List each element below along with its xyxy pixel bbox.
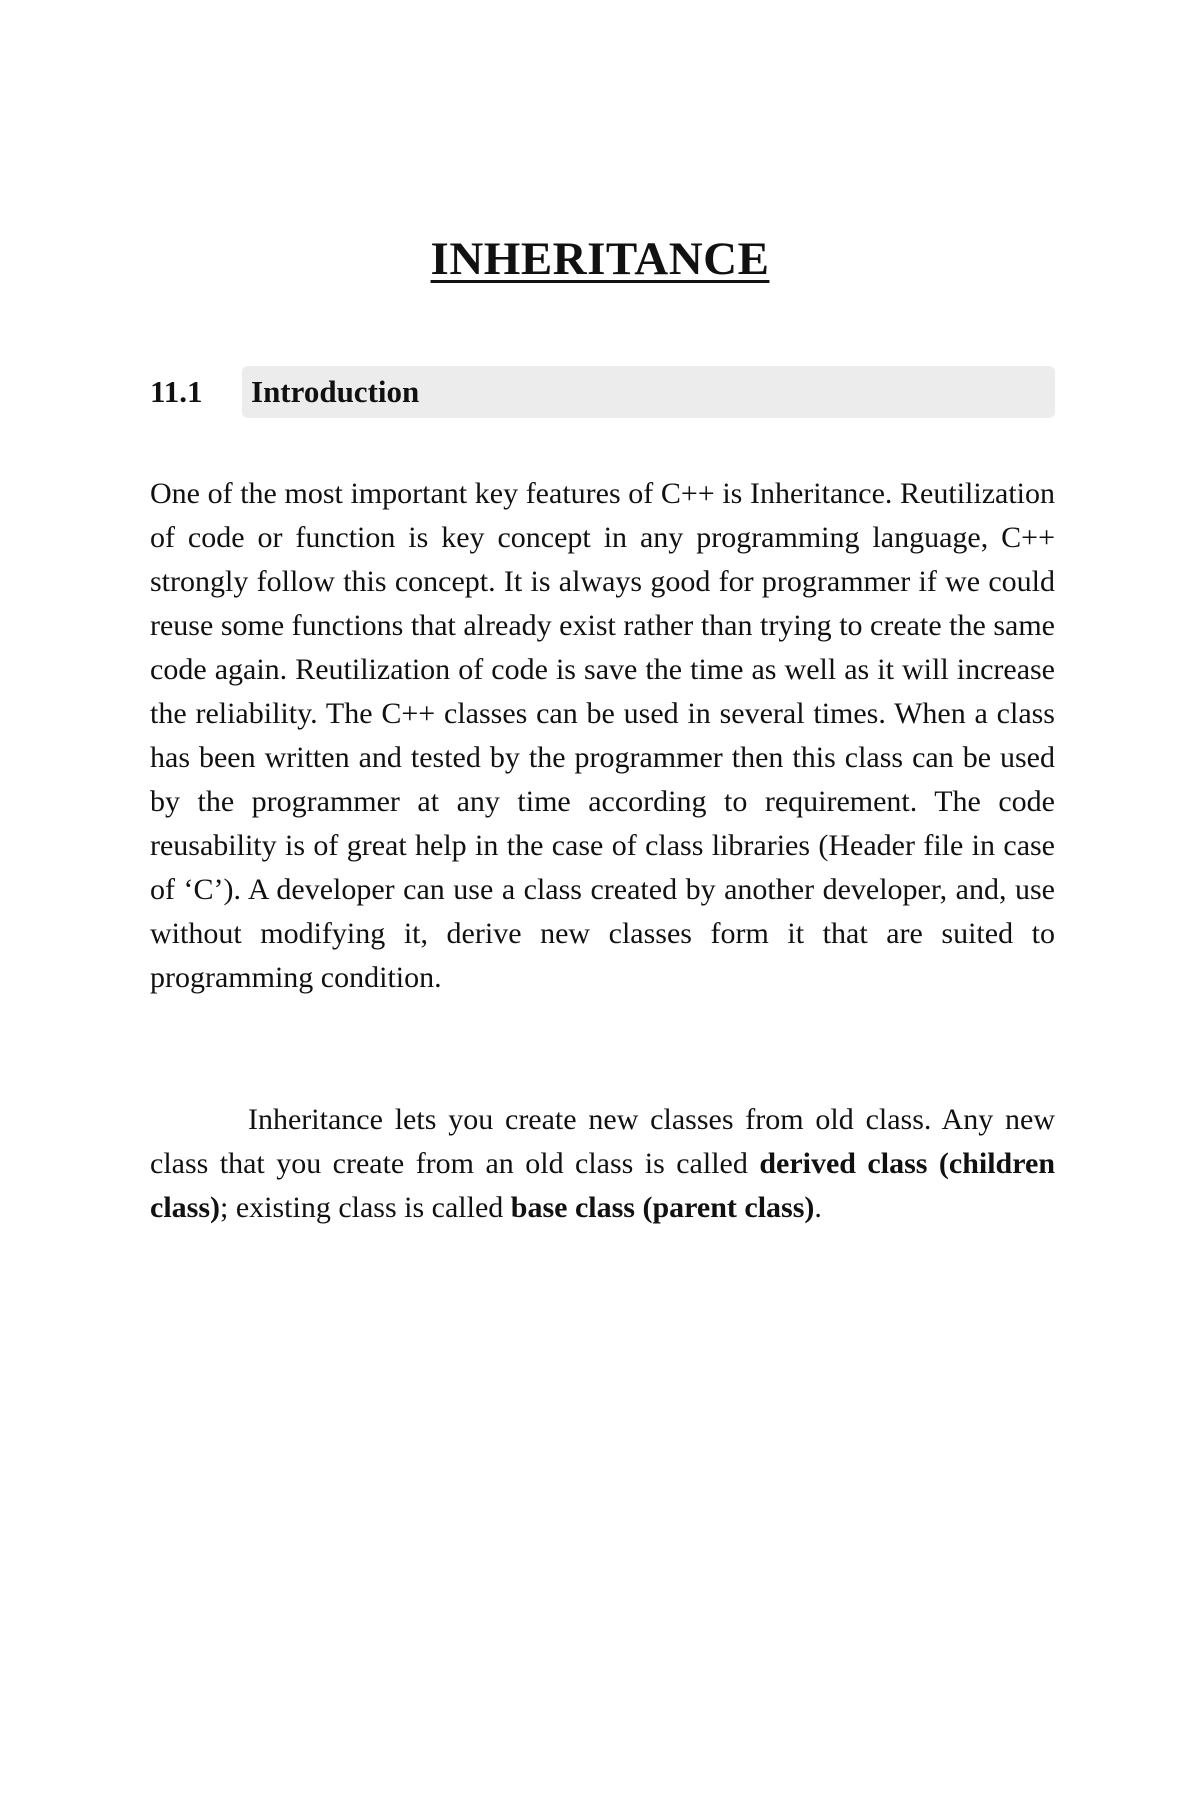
section-number: 11.1 [150,374,203,409]
base-class-term: base class (parent class) [510,1191,815,1224]
inheritance-definition-paragraph [150,1098,1055,1230]
definition-text-part-1: Inheritance lets you create new classes from old class. Any new class that you create from an old class is called [150,1103,1055,1180]
section-title-highlight [242,366,1055,418]
chapter-title: INHERITANCE [430,233,770,285]
section-title: Introduction [251,374,420,409]
derived-class-term: derived class (children class) [150,1147,1056,1224]
definition-text-part-2: ; existing class is called [220,1191,511,1224]
section-heading [150,366,1055,418]
intro-paragraph: One of the most important key features of C++ is Inheritance. Reutilization of code or function is key concept in any programming language, C++ strongly follow this concept. It is always good for programmer if we could reuse some functions that already exist rather than trying to create the same code again. Reutilization of code is save the time as well as it will increase the reliability. The C++ classes can be used in several times. When a class has been written and tested by the programmer then this class can be used by the programmer at any time according to requirement. The code reusability is of great help in the case of class libraries (Header file in case of ‘C’). A developer can use a class created by another developer, and, use without modifying it, derive new classes form it that are suited to programming condition. [150,477,1055,994]
definition-text-part-3: . [814,1191,822,1224]
